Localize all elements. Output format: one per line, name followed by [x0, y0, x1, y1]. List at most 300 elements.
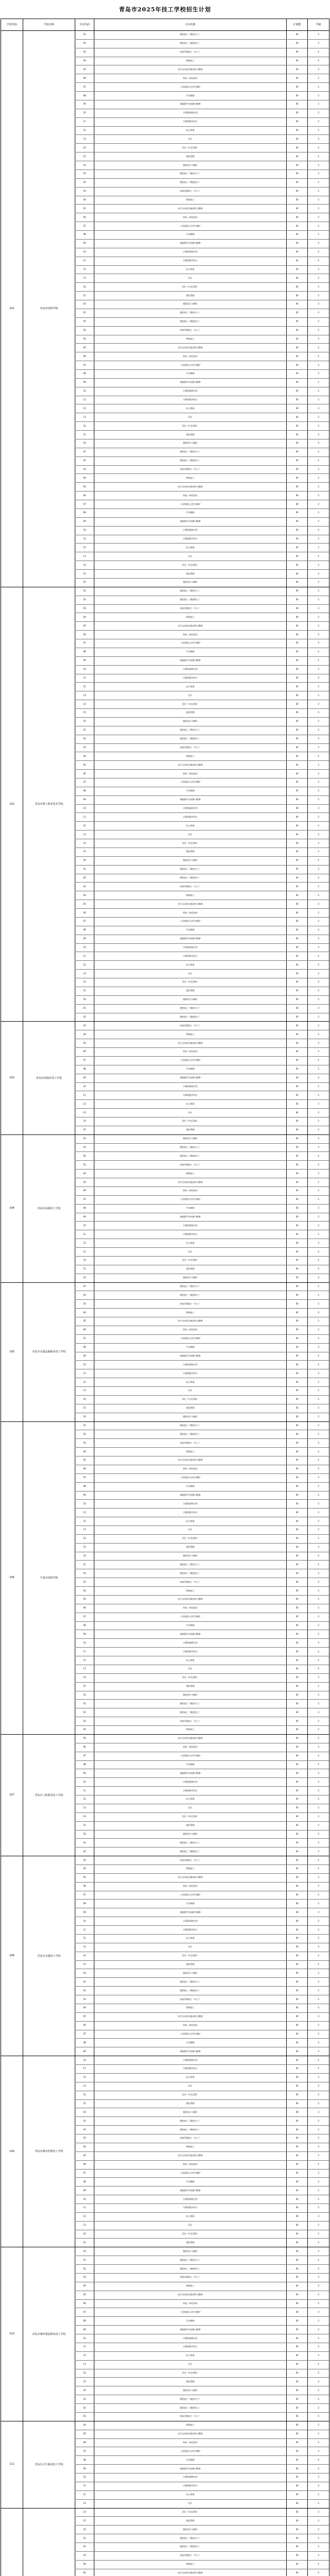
years-cell: 3: [318, 902, 319, 905]
major-name-cell: 电气自动化设备安装与维修: [178, 1876, 203, 1879]
row-divider: [75, 2212, 329, 2213]
plan-cell: 40: [295, 2015, 299, 2018]
major-code-cell: 10: [83, 1502, 86, 1505]
row-divider: [75, 1299, 329, 1300]
years-cell: 3: [318, 1519, 319, 1522]
major-code-cell: 07: [83, 1337, 86, 1340]
plan-cell: 40: [295, 2093, 299, 2096]
years-cell: 3: [318, 2310, 319, 2313]
major-code-cell: 06: [83, 1328, 86, 1331]
major-name-cell: 电气自动化设备安装与维修: [178, 346, 203, 349]
plan-cell: 40: [295, 2528, 299, 2531]
row-divider: [75, 143, 329, 144]
major-name-cell: 会计: [188, 833, 192, 836]
major-code-cell: 15: [83, 711, 86, 714]
row-divider: [75, 2012, 329, 2013]
major-code-cell: 05: [83, 1319, 86, 1323]
major-code-cell: 16: [83, 442, 86, 445]
major-code-cell: 02: [83, 1154, 86, 1157]
years-cell: 3: [318, 1676, 319, 1679]
major-name-cell: 酒店管理: [186, 989, 194, 992]
years-cell: 3: [318, 2137, 319, 2140]
row-divider: [75, 1334, 329, 1335]
years-cell: 3: [318, 1328, 319, 1331]
major-code-cell: 09: [83, 2467, 86, 2470]
major-name-cell: 新能源汽车检测与维修: [180, 103, 201, 106]
plan-cell: 40: [295, 2224, 299, 2227]
plan-cell: 40: [295, 772, 299, 775]
row-divider: [75, 491, 329, 492]
major-code-cell: 09: [83, 381, 86, 384]
years-cell: 3: [318, 1259, 319, 1262]
major-code-cell: 10: [83, 2058, 86, 2061]
major-name-cell: 新能源汽车检测与维修: [180, 1215, 201, 1218]
major-code-cell: 13: [83, 1111, 86, 1114]
major-name-cell: 会计: [188, 2084, 192, 2088]
major-name-cell: 电子商务: [186, 2076, 194, 2079]
plan-cell: 40: [295, 1146, 299, 1149]
plan-cell: 40: [295, 2319, 299, 2322]
major-name-cell: 机床切削加工（车工）: [180, 468, 201, 471]
major-name-cell: 汽车维修: [186, 1902, 194, 1905]
row-divider: [75, 830, 329, 831]
plan-cell: 40: [295, 1919, 299, 1922]
plan-cell: 40: [295, 1676, 299, 1679]
major-code-cell: 05: [83, 485, 86, 488]
row-divider: [75, 204, 329, 205]
row-divider: [75, 1595, 329, 1596]
major-code-cell: 03: [83, 1858, 86, 1861]
major-name-cell: 电气自动化设备安装与维修: [178, 2154, 203, 2157]
plan-cell: 40: [295, 1546, 299, 1549]
plan-cell: 40: [295, 2363, 299, 2366]
years-cell: 3: [318, 511, 319, 514]
years-cell: 3: [318, 920, 319, 923]
plan-cell: 40: [295, 1554, 299, 1557]
years-cell: 3: [318, 2397, 319, 2400]
plan-cell: 40: [295, 2397, 299, 2400]
plan-cell: 40: [295, 2145, 299, 2148]
plan-cell: 40: [295, 346, 299, 349]
major-name-cell: 数控加工（数控车工）: [180, 450, 201, 453]
plan-cell: 40: [295, 1467, 299, 1470]
major-code-cell: 13: [83, 2502, 86, 2505]
major-code-cell: 04: [83, 1589, 86, 1592]
major-name-cell: 电气自动化设备安装与维修: [178, 624, 203, 627]
row-divider: [75, 1499, 329, 1500]
major-code-cell: 10: [83, 529, 86, 532]
major-code-cell: 13: [83, 1250, 86, 1253]
major-name-cell: 烹饪（中式烹调）: [182, 2232, 199, 2235]
major-code-cell: 06: [83, 1050, 86, 1053]
years-cell: 3: [318, 1589, 319, 1592]
major-name-cell: 工业机器人应用与维护: [180, 1337, 201, 1340]
major-code-cell: 05: [83, 1737, 86, 1740]
years-cell: 3: [318, 146, 319, 149]
major-name-cell: 烹饪（中式烹调）: [182, 1537, 199, 1540]
plan-cell: 40: [295, 1311, 299, 1314]
plan-cell: 40: [295, 1137, 299, 1140]
plan-cell: 40: [295, 1441, 299, 1444]
plan-cell: 40: [295, 2302, 299, 2305]
major-name-cell: 机床切削加工（车工）: [180, 1302, 201, 1305]
plan-cell: 40: [295, 1537, 299, 1540]
major-code-cell: 09: [83, 1493, 86, 1496]
years-cell: 3: [318, 1007, 319, 1010]
major-code-cell: 07: [83, 1754, 86, 1757]
row-divider: [75, 621, 329, 622]
years-cell: 3: [318, 581, 319, 584]
major-code-cell: 10: [83, 1919, 86, 1922]
major-code-cell: 03: [83, 606, 86, 609]
plan-cell: 40: [295, 1971, 299, 1974]
major-name-cell: 新能源汽车检测与维修: [180, 381, 201, 384]
major-name-cell: 计算机网络应用: [183, 668, 197, 671]
major-code-cell: 09: [83, 659, 86, 662]
plan-cell: 40: [295, 589, 299, 592]
years-cell: 3: [318, 59, 319, 62]
major-code-cell: 12: [83, 1241, 86, 1244]
major-name-cell: 电子商务: [186, 1937, 194, 1940]
years-cell: 3: [318, 276, 319, 279]
years-cell: 3: [318, 685, 319, 688]
plan-cell: 40: [295, 94, 299, 97]
major-code-cell: 09: [83, 2328, 86, 2331]
major-code-cell: 08: [83, 1624, 86, 1627]
row-divider: [75, 2186, 329, 2187]
row-divider: [75, 1830, 329, 1831]
major-code-cell: 13: [83, 137, 86, 140]
row-divider: [75, 717, 329, 718]
major-code-cell: 03: [83, 1719, 86, 1722]
plan-cell: 40: [295, 1093, 299, 1096]
major-code-cell: 04: [83, 2424, 86, 2427]
years-cell: 3: [318, 2041, 319, 2044]
major-name-cell: 烹饪（中式烹调）: [182, 2371, 199, 2374]
plan-cell: 40: [295, 1850, 299, 1853]
major-code-cell: 02: [83, 2406, 86, 2409]
major-code-cell: 06: [83, 1189, 86, 1192]
years-cell: 3: [318, 546, 319, 549]
plan-cell: 40: [295, 285, 299, 288]
major-code-cell: 08: [83, 2041, 86, 2044]
plan-cell: 40: [295, 1215, 299, 1218]
years-cell: 3: [318, 1571, 319, 1574]
years-cell: 3: [318, 302, 319, 306]
years-cell: 3: [318, 1710, 319, 1714]
major-name-cell: 会计: [188, 1667, 192, 1670]
years-cell: 3: [318, 1120, 319, 1123]
major-name-cell: 数控加工（数控车工）: [180, 1702, 201, 1705]
plan-cell: 40: [295, 963, 299, 966]
years-cell: 3: [318, 876, 319, 879]
plan-cell: 40: [295, 1902, 299, 1905]
major-code-cell: 07: [83, 781, 86, 784]
major-name-cell: 新能源汽车检测与维修: [180, 2189, 201, 2192]
major-code-cell: 04: [83, 2145, 86, 2148]
major-name-cell: 计算机程序设计: [183, 2206, 197, 2209]
major-name-cell: 工业机器人应用与维护: [180, 224, 201, 227]
major-code-cell: 01: [83, 33, 86, 36]
years-cell: 3: [318, 2006, 319, 2009]
plan-cell: 40: [295, 1798, 299, 1801]
major-code-cell: 14: [83, 146, 86, 149]
major-name-cell: 机电一体化技术: [183, 1467, 197, 1470]
years-cell: 3: [318, 1398, 319, 1401]
plan-cell: 40: [295, 1910, 299, 1913]
years-cell: 3: [318, 2415, 319, 2418]
plan-cell: 40: [295, 1858, 299, 1861]
plan-cell: 40: [295, 2032, 299, 2035]
row-divider: [75, 1621, 329, 1622]
major-name-cell: 汽车维修: [186, 928, 194, 931]
major-code-cell: 08: [83, 1346, 86, 1349]
major-name-cell: 机床切削加工（车工）: [180, 745, 201, 749]
major-name-cell: 会计: [188, 415, 192, 418]
school-name-cell: 青岛市城乡建设职业技工学校: [32, 2332, 66, 2336]
plan-cell: 40: [295, 2536, 299, 2539]
major-name-cell: 电气自动化设备安装与维修: [178, 1459, 203, 1462]
years-cell: 3: [318, 1824, 319, 1827]
major-name-cell: 汽车维修: [186, 650, 194, 653]
major-code-cell: 07: [83, 2449, 86, 2452]
years-cell: 3: [318, 1893, 319, 1896]
plan-cell: 40: [295, 1459, 299, 1462]
years-cell: 3: [318, 1415, 319, 1418]
major-code-cell: 10: [83, 946, 86, 948]
major-code-cell: 14: [83, 424, 86, 427]
years-cell: 3: [318, 450, 319, 453]
major-name-cell: 服装设计与制作: [183, 720, 197, 723]
plan-cell: 40: [295, 181, 299, 184]
row-divider: [75, 1143, 329, 1144]
major-name-cell: 计算机程序设计: [183, 1232, 197, 1235]
years-cell: 3: [318, 1511, 319, 1514]
major-name-cell: 汽车维修: [186, 2041, 194, 2044]
major-code-cell: 07: [83, 2310, 86, 2313]
row-divider: [75, 421, 329, 422]
major-code-cell: 13: [83, 1389, 86, 1392]
major-name-cell: 烹饪（中式烹调）: [182, 1120, 199, 1123]
major-code-cell: 06: [83, 911, 86, 914]
school-code-cell: 110: [9, 2332, 14, 2336]
major-code-cell: 03: [83, 50, 86, 54]
major-code-cell: 05: [83, 2432, 86, 2435]
plan-cell: 40: [295, 693, 299, 697]
major-code-cell: 10: [83, 389, 86, 393]
plan-cell: 40: [295, 2232, 299, 2235]
years-cell: 3: [318, 798, 319, 801]
plan-cell: 40: [295, 111, 299, 114]
years-cell: 3: [318, 1024, 319, 1027]
major-code-cell: 05: [83, 1180, 86, 1183]
row-divider: [75, 1812, 329, 1813]
major-name-cell: 数控加工（数控车工）: [180, 2258, 201, 2261]
major-name-cell: 计算机网络应用: [183, 2058, 197, 2061]
major-code-cell: 04: [83, 2563, 86, 2566]
major-name-cell: 焊接加工: [186, 1728, 194, 1731]
plan-cell: 40: [295, 267, 299, 270]
major-code-cell: 03: [83, 1997, 86, 2001]
years-cell: 3: [318, 2249, 319, 2252]
major-code-cell: 01: [83, 1702, 86, 1705]
plan-cell: 40: [295, 676, 299, 679]
major-name-cell: 数控加工（数控车工）: [180, 172, 201, 175]
years-cell: 3: [318, 1685, 319, 1688]
major-code-cell: 04: [83, 1311, 86, 1314]
years-cell: 3: [318, 754, 319, 757]
major-name-cell: 焊接加工: [186, 1450, 194, 1453]
major-code-cell: 09: [83, 520, 86, 523]
plan-cell: 40: [295, 624, 299, 627]
years-cell: 3: [318, 2510, 319, 2513]
major-name-cell: 酒店管理: [186, 1685, 194, 1688]
major-name-cell: 计算机程序设计: [183, 1650, 197, 1653]
plan-cell: 40: [295, 2163, 299, 2166]
row-divider: [75, 2151, 329, 2152]
major-name-cell: 汽车维修: [186, 2180, 194, 2183]
major-name-cell: 烹饪（中式烹调）: [182, 563, 199, 566]
plan-cell: 40: [295, 1685, 299, 1688]
row-divider: [75, 1491, 329, 1492]
years-cell: 3: [318, 1084, 319, 1088]
major-code-cell: 06: [83, 2441, 86, 2444]
years-cell: 3: [318, 2319, 319, 2322]
major-name-cell: 焊接加工: [186, 198, 194, 201]
years-cell: 3: [318, 1172, 319, 1175]
school-code-cell: 104: [9, 1207, 14, 1210]
major-name-cell: 会计: [188, 2224, 192, 2227]
years-cell: 3: [318, 1154, 319, 1157]
plan-cell: 40: [295, 1493, 299, 1496]
major-code-cell: 12: [83, 1380, 86, 1383]
major-name-cell: 数控加工（数控铣工）: [180, 598, 201, 601]
years-cell: 3: [318, 2554, 319, 2557]
major-code-cell: 14: [83, 1398, 86, 1401]
plan-cell: 40: [295, 1954, 299, 1957]
major-code-cell: 10: [83, 2336, 86, 2340]
row-divider: [75, 1082, 329, 1083]
years-cell: 3: [318, 554, 319, 557]
row-divider: [75, 1343, 329, 1344]
major-code-cell: 16: [83, 1554, 86, 1557]
major-name-cell: 烹饪（中式烹调）: [182, 980, 199, 984]
years-cell: 3: [318, 1928, 319, 1931]
years-cell: 3: [318, 1528, 319, 1531]
plan-cell: 40: [295, 824, 299, 827]
years-cell: 3: [318, 772, 319, 775]
row-divider: [75, 1247, 329, 1248]
major-code-cell: 15: [83, 1267, 86, 1270]
major-code-cell: 15: [83, 989, 86, 992]
major-name-cell: 电子商务: [186, 267, 194, 270]
major-name-cell: 计算机程序设计: [183, 2345, 197, 2348]
plan-cell: 40: [295, 433, 299, 436]
major-name-cell: 机床切削加工（车工）: [180, 50, 201, 54]
enrollment-table: [1, 19, 329, 2576]
years-cell: 3: [318, 998, 319, 1001]
major-code-cell: 14: [83, 2093, 86, 2096]
major-name-cell: 机电一体化技术: [183, 354, 197, 358]
major-code-cell: 08: [83, 789, 86, 792]
row-divider: [75, 2464, 329, 2465]
major-name-cell: 焊接加工: [186, 2284, 194, 2287]
plan-cell: 40: [295, 1528, 299, 1531]
major-name-cell: 计算机网络应用: [183, 1641, 197, 1644]
major-code-cell: 03: [83, 1302, 86, 1305]
major-code-cell: 16: [83, 302, 86, 306]
row-divider: [75, 882, 329, 883]
plan-cell: 40: [295, 2189, 299, 2192]
major-code-cell: 04: [83, 1728, 86, 1731]
major-name-cell: 计算机网络应用: [183, 1363, 197, 1366]
major-code-cell: 16: [83, 1832, 86, 1835]
major-code-cell: 07: [83, 2171, 86, 2174]
major-code-cell: 08: [83, 94, 86, 97]
years-cell: 3: [318, 1276, 319, 1279]
row-divider: [75, 2021, 329, 2022]
major-name-cell: 数控加工（数控铣工）: [180, 1293, 201, 1296]
plan-cell: 40: [295, 1867, 299, 1870]
years-cell: 3: [318, 2563, 319, 2566]
major-code-cell: 07: [83, 1198, 86, 1201]
years-cell: 3: [318, 267, 319, 270]
years-cell: 3: [318, 1980, 319, 1983]
years-cell: 3: [318, 1198, 319, 1201]
major-code-cell: 02: [83, 1293, 86, 1296]
years-cell: 3: [318, 1554, 319, 1557]
row-divider: [75, 1256, 329, 1257]
row-divider: [75, 378, 329, 379]
major-name-cell: 服装设计与制作: [183, 2249, 197, 2252]
years-cell: 3: [318, 954, 319, 957]
row-divider: [75, 1821, 329, 1822]
years-cell: 3: [318, 1476, 319, 1479]
major-name-cell: 焊接加工: [186, 59, 194, 62]
major-code-cell: 04: [83, 59, 86, 62]
major-code-cell: 12: [83, 1937, 86, 1940]
plan-cell: 40: [295, 2458, 299, 2461]
major-name-cell: 烹饪（中式烹调）: [182, 146, 199, 149]
years-cell: 3: [318, 1841, 319, 1844]
major-code-cell: 11: [83, 1650, 86, 1653]
major-code-cell: 07: [83, 920, 86, 923]
major-name-cell: 烹饪（中式烹调）: [182, 702, 199, 705]
plan-cell: 40: [295, 1302, 299, 1305]
major-code-cell: 03: [83, 885, 86, 888]
row-divider: [75, 282, 329, 283]
row-divider: [75, 1169, 329, 1170]
major-code-cell: 05: [83, 624, 86, 627]
major-code-cell: 08: [83, 2319, 86, 2322]
plan-cell: 40: [295, 1389, 299, 1392]
major-code-cell: 01: [83, 1285, 86, 1287]
major-name-cell: 工业机器人应用与维护: [180, 1615, 201, 1618]
row-divider: [75, 1482, 329, 1483]
major-code-cell: 10: [83, 1084, 86, 1088]
major-code-cell: 12: [83, 824, 86, 827]
plan-cell: 40: [295, 2049, 299, 2053]
plan-cell: 40: [295, 1658, 299, 1662]
major-code-cell: 15: [83, 572, 86, 575]
major-name-cell: 烹饪（中式烹调）: [182, 841, 199, 844]
major-code-cell: 10: [83, 807, 86, 810]
major-name-cell: 数控加工（数控车工）: [180, 1563, 201, 1566]
major-code-cell: 04: [83, 1867, 86, 1870]
major-name-cell: 酒店管理: [186, 155, 194, 158]
years-cell: 3: [318, 285, 319, 288]
major-name-cell: 新能源汽车检测与维修: [180, 2328, 201, 2331]
